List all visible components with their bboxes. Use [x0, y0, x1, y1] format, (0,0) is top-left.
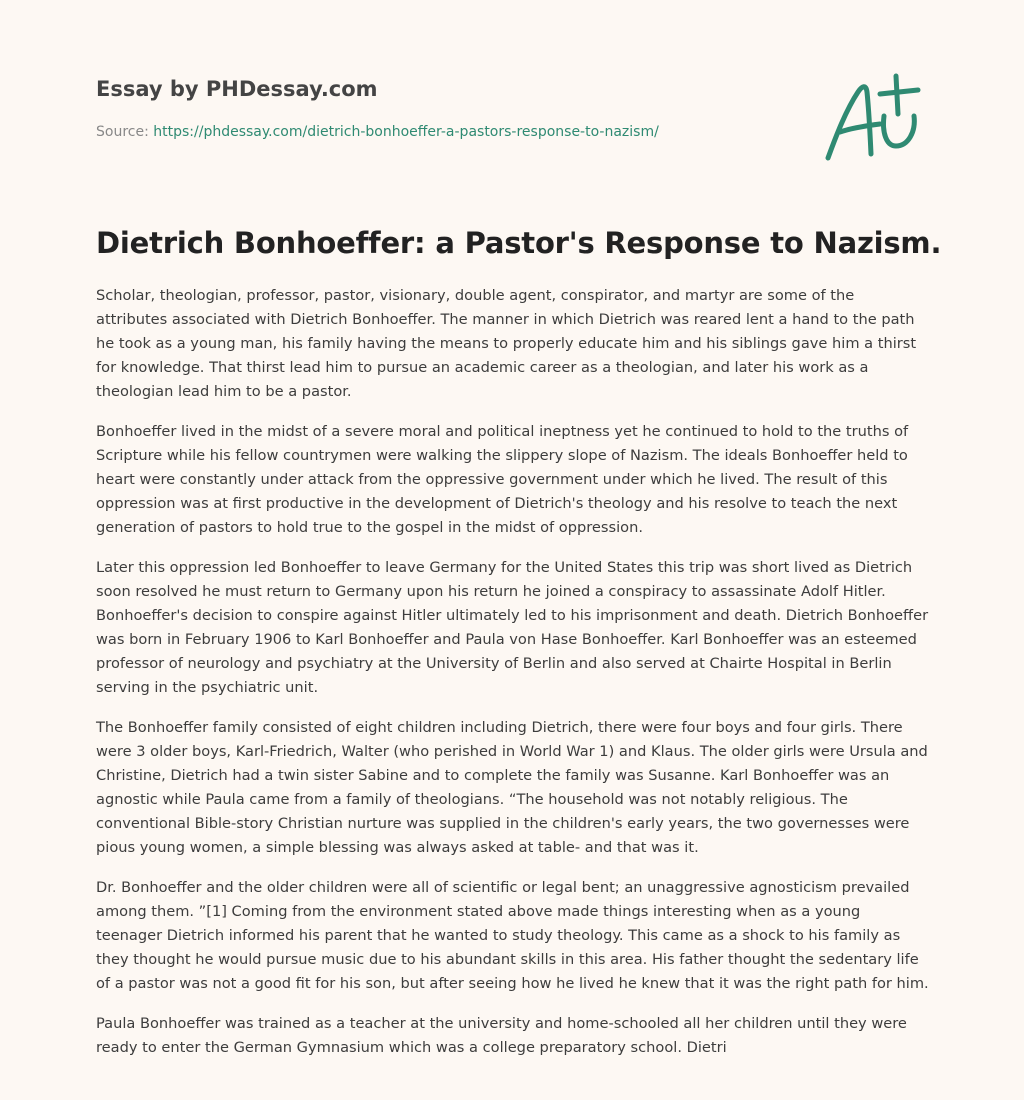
source-link[interactable]: https://phdessay.com/dietrich-bonhoeffer-a-pastors-response-to-nazism/	[153, 124, 659, 140]
paragraph: Paula Bonhoeffer was trained as a teacher at the university and home-schooled all her children until they were ready to enter the German Gymnasium which was a college preparatory school. Dietri	[96, 1015, 907, 1056]
source-line	[96, 124, 659, 140]
paragraph: The Bonhoeffer family consisted of eight children including Dietrich, there were four boys and four girls. There were 3 older boys, Karl-Friedrich, Walter (who perished in World War 1) and Klaus. The older girls were Ursula and Christine, Dietrich had a twin sister Sabine and to complete the family was Susanne. Karl Bonhoeffer was an agnostic while Paula came from a family of theologians. “The household was not notably religious. The conventional Bible-story Christian nurture was supplied in the children's early years, the two governesses were pious young women, a simple blessing was always asked at table- and that was it.	[96, 719, 928, 856]
paragraph: Dr. Bonhoeffer and the older children were all of scientific or legal bent; an unaggressive agnosticism prevailed among them. ”[1] Coming from the environment stated above made things interesting when as a young teenager Dietrich informed his parent that he wanted to study theology. This came as a shock to his family as they thought he would pursue music due to his abundant skills in this area. His father thought the sedentary life of a pastor was not a good fit for his son, but after seeing how he lived he knew that it was the right path for him.	[96, 879, 929, 992]
paragraph: Later this oppression led Bonhoeffer to leave Germany for the United States this trip was short lived as Dietrich soon resolved he must return to Germany upon his return he joined a conspiracy to assassinate Adolf Hitler. Bonhoeffer's decision to conspire against Hitler ultimately led to his imprisonment and death. Dietrich Bonhoeffer was born in February 1906 to Karl Bonhoeffer and Paula von Hase Bonhoeffer. Karl Bonhoeffer was an esteemed professor of neurology and psychiatry at the University of Berlin and also served at Chairte Hospital in Berlin serving in the psychiatric unit.	[96, 559, 929, 696]
article-title: Dietrich Bonhoeffer: a Pastor's Response to Nazism.	[96, 226, 942, 260]
article-body	[96, 284, 930, 1076]
a-plus-grade-icon	[822, 66, 926, 166]
paragraph: Scholar, theologian, professor, pastor, visionary, double agent, conspirator, and martyr are some of the attributes associated with Dietrich Bonhoeffer. The manner in which Dietrich was reared lent a hand to the path he took as a young man, his family having the means to properly educate him and his siblings gave him a thirst for knowledge. That thirst lead him to pursue an academic career as a theologian, and later his work as a theologian lead him to be a pastor.	[96, 287, 917, 400]
site-header	[96, 0, 930, 200]
page	[96, 0, 942, 1056]
paragraph: Bonhoeffer lived in the midst of a severe moral and political ineptness yet he continued to hold to the truths of Scripture while his fellow countrymen were walking the slippery slope of Nazism. The ideals Bonhoeffer held to heart were constantly under attack from the oppressive government under which he lived. The result of this oppression was at first productive in the development of Dietrich's theology and his resolve to teach the next generation of pastors to hold true to the gospel in the midst of oppression.	[96, 423, 909, 536]
source-label: Source:	[96, 124, 149, 140]
brand-title: Essay by PHDessay.com	[96, 77, 378, 101]
